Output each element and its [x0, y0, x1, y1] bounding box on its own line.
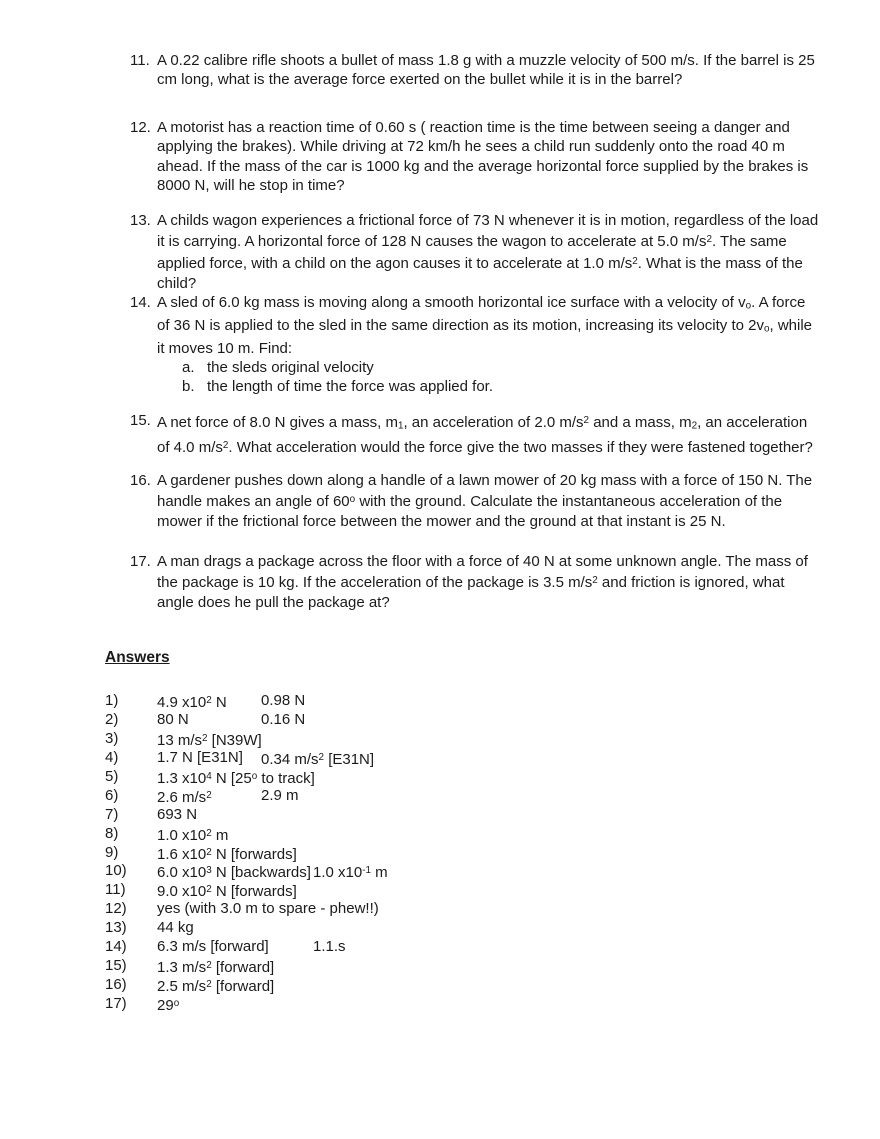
answer-row	[105, 692, 745, 711]
answer-row	[105, 844, 745, 863]
problem-number: 14.	[130, 294, 151, 311]
problem-subitem	[182, 377, 819, 396]
problem-item	[130, 552, 822, 612]
answer-value: 0.16 N	[261, 710, 306, 728]
answer-value: 44 kg	[157, 919, 194, 937]
answer-number: 8)	[105, 824, 119, 842]
answer-value: 13 $m/s^2$ [N39W]	[157, 732, 262, 750]
problem-text: A net force of 8.0 N gives a mass, $m_1$, an acceleration of 2.0 $m/s^2$ and a mass, $m_2$, an acceleration of 4.0 $m/s^2$. What acceleration would the force give the two masses if they were fastened together?	[157, 414, 813, 457]
answer-row	[105, 938, 745, 957]
answer-number: 5)	[105, 767, 119, 785]
problem-body	[157, 118, 819, 196]
answer-row	[105, 730, 745, 749]
subitem-label: a.	[182, 358, 195, 376]
subitem-label: b.	[182, 378, 195, 396]
answer-value: 1.3 $m/s^2$ [forward]	[157, 959, 275, 977]
answer-row	[105, 806, 745, 825]
answer-value: 0.34 $m/s^2$ [E31N]	[261, 750, 375, 768]
problem-body	[157, 552, 819, 612]
answer-value: 80 N	[157, 710, 189, 728]
answer-value: 1.1.s	[313, 938, 346, 956]
problem-subitem	[182, 358, 819, 377]
answer-value: 1.3 $x10^4$ N [25$^o$ to track]	[157, 769, 315, 787]
problem-text: A childs wagon experiences a frictional force of 73 N whenever it is in motion, regardless of the load it is carrying. A horizontal force of 128 N causes the wagon to accelerate at 5.0 $m/s^2$. The same applied force, with a child on the agon causes it to accelerate at 1.0 $m/s^2$. What is the mass of the child?	[157, 212, 819, 292]
answer-row	[105, 900, 745, 919]
answer-value: 2.6 $m/s^2$	[157, 788, 212, 806]
problem-item	[130, 293, 822, 397]
answer-number: 13)	[105, 919, 127, 937]
answer-row	[105, 976, 745, 995]
answer-value: 693 N	[157, 805, 198, 823]
problem-item	[130, 118, 822, 196]
answer-row	[105, 749, 745, 768]
answer-row	[105, 787, 745, 806]
answer-number: 14)	[105, 938, 127, 956]
answer-row	[105, 881, 745, 900]
answer-value: 29$^o$	[157, 997, 180, 1015]
subitem-text: the sleds original velocity	[207, 358, 374, 376]
answer-number: 2)	[105, 710, 119, 728]
problem-number: 13.	[130, 212, 151, 229]
answer-value: 1.0 $x10^{-1}$ m	[313, 864, 388, 882]
answer-number: 3)	[105, 729, 119, 747]
problem-item	[130, 471, 822, 531]
problem-body	[157, 471, 819, 531]
answer-number: 1)	[105, 692, 119, 709]
answer-value: 2.5 $m/s^2$ [forward]	[157, 978, 275, 996]
answer-number: 9)	[105, 843, 119, 861]
answer-row	[105, 862, 745, 881]
answer-number: 7)	[105, 805, 119, 823]
problem-text: A 0.22 calibre rifle shoots a bullet of mass 1.8 g with a muzzle velocity of 500 m/s. If the barrel is 25 cm long, what is the average force exerted on the bullet while it is in the barrel?	[157, 52, 815, 89]
problem-number: 17.	[130, 553, 151, 570]
answer-row	[105, 919, 745, 938]
answer-value: yes (with 3.0 m to spare - phew!!)	[157, 900, 379, 918]
answer-number: 16)	[105, 976, 127, 994]
answer-number: 6)	[105, 786, 119, 804]
problem-text: A gardener pushes down along a handle of a lawn mower of 20 kg mass with a force of 150 N. The handle makes an angle of 60$^o$ with the ground. Calculate the instantaneous acceleration of the mower if the frictional force between the mower and the ground at that instant is 25 N.	[157, 472, 813, 530]
answer-value: 4.9 $x10^2$ N	[157, 694, 227, 712]
answer-value: 1.0 $x10^2$ m	[157, 826, 229, 844]
answer-number: 10)	[105, 862, 127, 880]
answer-number: 4)	[105, 748, 119, 766]
problem-body	[157, 211, 819, 293]
problem-body	[157, 293, 819, 397]
answer-row	[105, 957, 745, 976]
problem-number: 12.	[130, 119, 151, 136]
answer-value: 6.0 $x10^3$ N [backwards]	[157, 864, 311, 882]
problem-item	[130, 211, 822, 293]
problem-text: A sled of 6.0 kg mass is moving along a smooth horizontal ice surface with a velocity of $v_o$. A force of 36 N is applied to the sled in the same direction as its motion, increasing its velocity to $2v_o$, while it moves 10 m. Find:	[157, 294, 813, 357]
answer-number: 11)	[105, 881, 126, 899]
answer-row	[105, 995, 745, 1014]
problem-item	[130, 411, 822, 458]
problem-number: 11.	[130, 52, 150, 69]
answers-heading: Answers	[105, 649, 170, 666]
answer-row	[105, 768, 745, 787]
problem-text: A motorist has a reaction time of 0.60 s ( reaction time is the time between seeing a danger and applying the brakes). While driving at 72 km/h he sees a child run suddenly onto the road 40 m ahead. If the mass of the car is 1000 kg and the average horizontal force supplied by the brakes is 8000 N, will he stop in time?	[157, 119, 809, 195]
problem-text: A man drags a package across the floor with a force of 40 N at some unknown angle. The mass of the package is 10 kg. If the acceleration of the package is 3.5 $m/s^2$ and friction is ignored, what angle does he pull the package at?	[157, 553, 808, 611]
answer-value: 1.7 N [E31N]	[157, 748, 243, 766]
problem-number: 15.	[130, 412, 151, 429]
answer-value: 9.0 $x10^2$ N [forwards]	[157, 883, 297, 901]
subitem-text: the length of time the force was applied for.	[207, 378, 494, 396]
answer-row	[105, 711, 745, 730]
answer-value: 1.6 $x10^2$ N [forwards]	[157, 845, 297, 863]
problem-body	[157, 51, 819, 90]
answer-number: 17)	[105, 995, 127, 1012]
answer-number: 15)	[105, 957, 127, 975]
answer-value: 6.3 m/s [forward]	[157, 938, 269, 956]
problem-item	[130, 51, 822, 90]
answer-value: 0.98 N	[261, 692, 306, 709]
answer-number: 12)	[105, 900, 127, 918]
answers-list	[105, 692, 745, 1014]
answer-row	[105, 825, 745, 844]
problem-number: 16.	[130, 472, 151, 489]
answer-value: 2.9 m	[261, 786, 299, 804]
problem-body	[157, 411, 819, 458]
